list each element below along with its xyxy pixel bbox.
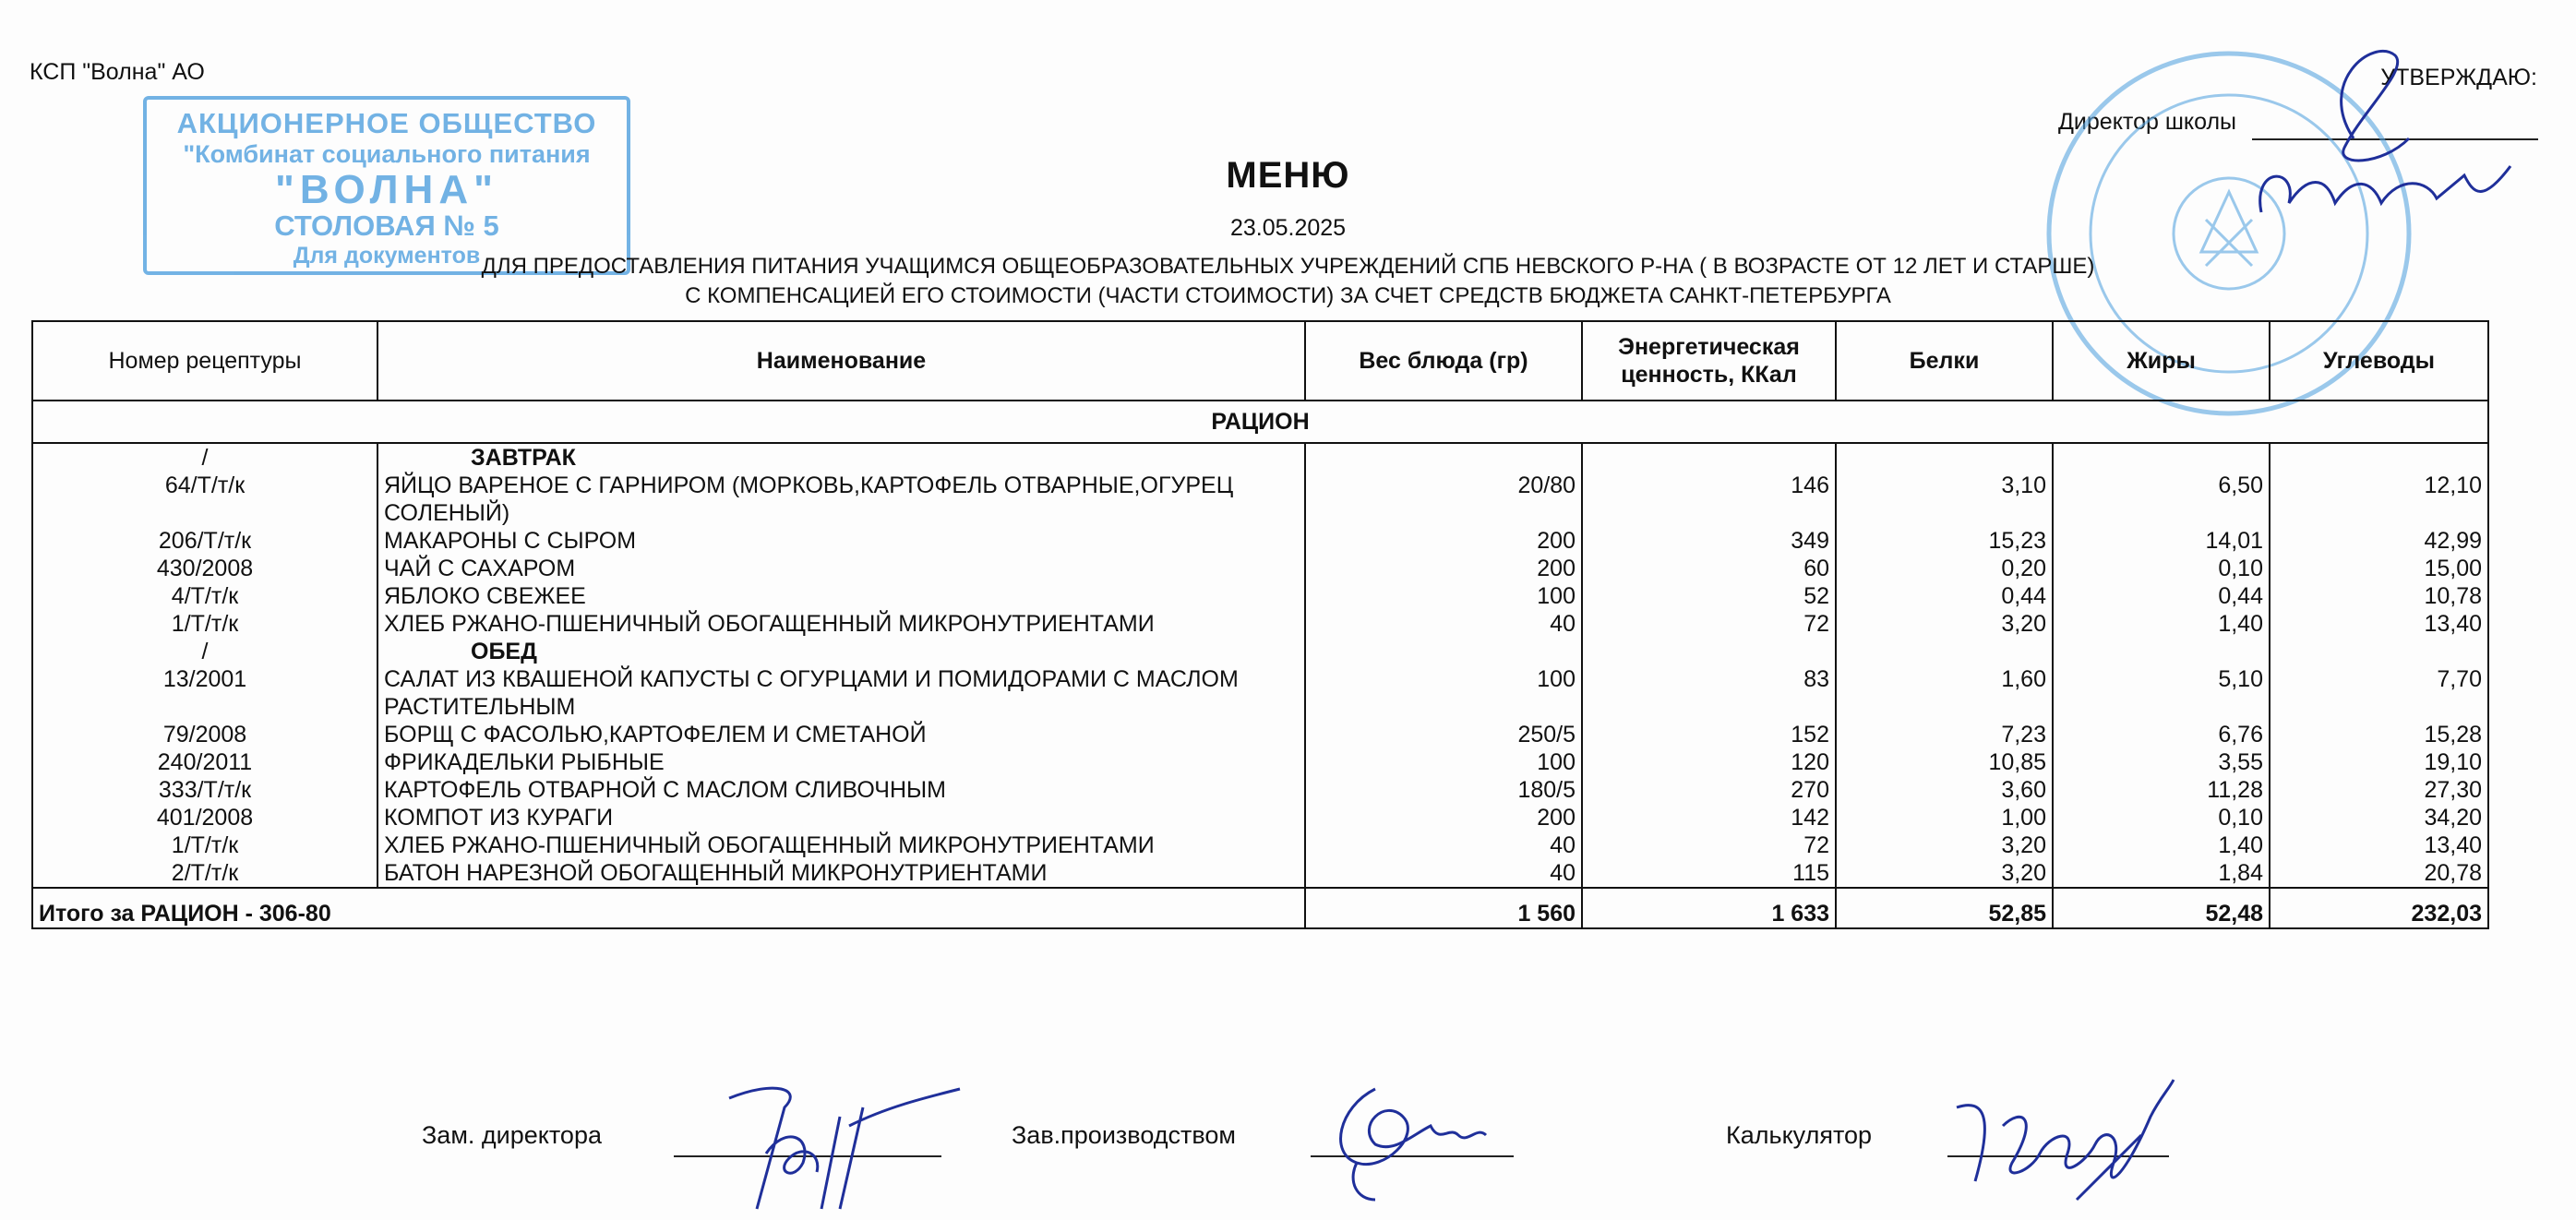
cell-energy: 349 [1582, 527, 1836, 555]
meal-label: ЗАВТРАК [377, 443, 1305, 472]
cell-carbs: 42,99 [2270, 527, 2488, 555]
director-signature [2243, 28, 2529, 231]
table-row [32, 831, 2488, 859]
recipe-number: 240/2011 [32, 748, 377, 776]
cell-carbs: 27,30 [2270, 776, 2488, 804]
table-row [32, 610, 2488, 638]
total-fat: 52,48 [2053, 888, 2270, 928]
cell-energy: 52 [1582, 582, 1836, 610]
recipe-number: 13/2001 [32, 665, 377, 721]
cell-weight: 40 [1305, 610, 1582, 638]
dish-name: БАТОН НАРЕЗНОЙ ОБОГАЩЕННЫЙ МИКРОНУТРИЕНТАМИ [377, 859, 1305, 888]
stamp-line: СТОЛОВАЯ № 5 [274, 209, 499, 242]
total-label: Итого за РАЦИОН - 306-80 [32, 888, 1305, 928]
column-header: Энергетическая ценность, ККал [1582, 321, 1836, 401]
cell-weight: 100 [1305, 665, 1582, 721]
table-row [32, 804, 2488, 831]
table-row [32, 721, 2488, 748]
table-row [32, 472, 2488, 527]
cell-protein: 1,00 [1836, 804, 2053, 831]
cell-fat: 1,40 [2053, 831, 2270, 859]
cell-weight: 20/80 [1305, 472, 1582, 527]
column-header: Наименование [377, 321, 1305, 401]
table-row [32, 859, 2488, 888]
deputy-director-label: Зам. директора [422, 1121, 602, 1149]
cell-carbs [2270, 443, 2488, 472]
calculator-label: Калькулятор [1726, 1121, 1873, 1149]
dish-name: ЯБЛОКО СВЕЖЕЕ [377, 582, 1305, 610]
recipe-number: 2/Т/т/к [32, 859, 377, 888]
cell-protein [1836, 638, 2053, 665]
column-header: Вес блюда (гр) [1305, 321, 1582, 401]
cell-carbs: 34,20 [2270, 804, 2488, 831]
cell-fat: 14,01 [2053, 527, 2270, 555]
menu-date: 23.05.2025 [1229, 215, 1347, 241]
column-header: Углеводы [2270, 321, 2488, 401]
cell-protein: 7,23 [1836, 721, 2053, 748]
section-label: РАЦИОН [32, 401, 2488, 443]
total-weight: 1 560 [1305, 888, 1582, 928]
cell-fat: 6,50 [2053, 472, 2270, 527]
cell-fat [2053, 638, 2270, 665]
recipe-number: 1/Т/т/к [32, 831, 377, 859]
cell-energy: 146 [1582, 472, 1836, 527]
column-header: Номер рецептуры [32, 321, 377, 401]
total-row [32, 888, 2488, 928]
cell-carbs: 12,10 [2270, 472, 2488, 527]
cell-protein: 3,20 [1836, 859, 2053, 888]
cell-fat: 3,55 [2053, 748, 2270, 776]
stamp-line: "Комбинат социального питания [183, 140, 591, 168]
production-head-label: Зав.производством [1012, 1121, 1236, 1149]
cell-energy: 60 [1582, 555, 1836, 582]
cell-fat: 0,44 [2053, 582, 2270, 610]
cell-energy: 72 [1582, 831, 1836, 859]
dish-name: КОМПОТ ИЗ КУРАГИ [377, 804, 1305, 831]
cell-protein [1836, 443, 2053, 472]
recipe-number: 430/2008 [32, 555, 377, 582]
cell-energy: 115 [1582, 859, 1836, 888]
dish-name: МАКАРОНЫ С СЫРОМ [377, 527, 1305, 555]
cell-carbs: 7,70 [2270, 665, 2488, 721]
cell-fat: 5,10 [2053, 665, 2270, 721]
dish-name: ФРИКАДЕЛЬКИ РЫБНЫЕ [377, 748, 1305, 776]
stamp-line: Для документов [293, 243, 481, 269]
director-label: Директор школы [2058, 109, 2237, 135]
cell-protein: 0,20 [1836, 555, 2053, 582]
table-row [32, 582, 2488, 610]
organization-name: КСП "Волна" АО [30, 59, 205, 85]
column-header: Жиры [2053, 321, 2270, 401]
dish-name: САЛАТ ИЗ КВАШЕНОЙ КАПУСТЫ С ОГУРЦАМИ И ПОМИДОРАМИ С МАСЛОМ РАСТИТЕЛЬНЫМ [377, 665, 1305, 721]
cell-carbs: 19,10 [2270, 748, 2488, 776]
recipe-number: 79/2008 [32, 721, 377, 748]
approve-label: УТВЕРЖДАЮ: [2380, 65, 2537, 90]
recipe-number: 333/Т/т/к [32, 776, 377, 804]
cell-weight: 100 [1305, 748, 1582, 776]
cell-protein: 3,20 [1836, 831, 2053, 859]
recipe-number: / [32, 443, 377, 472]
cell-weight [1305, 638, 1582, 665]
cell-fat: 6,76 [2053, 721, 2270, 748]
cell-weight: 40 [1305, 859, 1582, 888]
table-row [32, 748, 2488, 776]
cell-fat: 1,40 [2053, 610, 2270, 638]
meal-label: ОБЕД [377, 638, 1305, 665]
column-header: Белки [1836, 321, 2053, 401]
cell-protein: 3,10 [1836, 472, 2053, 527]
meal-header-row [32, 638, 2488, 665]
cell-energy: 152 [1582, 721, 1836, 748]
cell-carbs [2270, 638, 2488, 665]
cell-protein: 10,85 [1836, 748, 2053, 776]
cell-weight [1305, 443, 1582, 472]
cell-energy: 72 [1582, 610, 1836, 638]
stamp-line: "ВОЛНА" [275, 167, 498, 212]
cell-fat [2053, 443, 2270, 472]
cell-fat: 11,28 [2053, 776, 2270, 804]
dish-name: ЧАЙ С САХАРОМ [377, 555, 1305, 582]
total-energy: 1 633 [1582, 888, 1836, 928]
cell-fat: 0,10 [2053, 804, 2270, 831]
dish-name: КАРТОФЕЛЬ ОТВАРНОЙ С МАСЛОМ СЛИВОЧНЫМ [377, 776, 1305, 804]
table-header-row [32, 321, 2488, 401]
subtitle [0, 252, 2576, 311]
meal-header-row [32, 443, 2488, 472]
recipe-number: 206/Т/т/к [32, 527, 377, 555]
cell-weight: 250/5 [1305, 721, 1582, 748]
cell-energy: 83 [1582, 665, 1836, 721]
dish-name: ХЛЕБ РЖАНО-ПШЕНИЧНЫЙ ОБОГАЩЕННЫЙ МИКРОНУТРИЕНТАМИ [377, 610, 1305, 638]
table-row [32, 555, 2488, 582]
deputy-director-signature [701, 1070, 978, 1218]
dish-name: ХЛЕБ РЖАНО-ПШЕНИЧНЫЙ ОБОГАЩЕННЫЙ МИКРОНУТРИЕНТАМИ [377, 831, 1305, 859]
table-row [32, 527, 2488, 555]
signature-block [0, 1121, 2576, 1177]
cell-weight: 100 [1305, 582, 1582, 610]
recipe-number: 4/Т/т/к [32, 582, 377, 610]
dish-name: БОРЩ С ФАСОЛЬЮ,КАРТОФЕЛЕМ И СМЕТАНОЙ [377, 721, 1305, 748]
cell-energy [1582, 443, 1836, 472]
cell-carbs: 13,40 [2270, 610, 2488, 638]
cell-weight: 180/5 [1305, 776, 1582, 804]
cell-weight: 200 [1305, 804, 1582, 831]
recipe-number: 64/Т/т/к [32, 472, 377, 527]
stamp-line: АКЦИОНЕРНОЕ ОБЩЕСТВО [176, 107, 597, 139]
cell-energy: 120 [1582, 748, 1836, 776]
cell-energy [1582, 638, 1836, 665]
dish-name: ЯЙЦО ВАРЕНОЕ С ГАРНИРОМ (МОРКОВЬ,КАРТОФЕЛЬ ОТВАРНЫЕ,ОГУРЕЦ СОЛЕНЫЙ) [377, 472, 1305, 527]
cell-weight: 40 [1305, 831, 1582, 859]
cell-carbs: 13,40 [2270, 831, 2488, 859]
subtitle-line: С КОМПЕНСАЦИЕЙ ЕГО СТОИМОСТИ (ЧАСТИ СТОИМОСТИ) ЗА СЧЕТ СРЕДСТВ БЮДЖЕТА САНКТ-ПЕТЕРБУРГА [685, 283, 1891, 308]
recipe-number: 401/2008 [32, 804, 377, 831]
cell-protein: 15,23 [1836, 527, 2053, 555]
subtitle-line: ДЛЯ ПРЕДОСТАВЛЕНИЯ ПИТАНИЯ УЧАЩИМСЯ ОБЩЕОБРАЗОВАТЕЛЬНЫХ УЧРЕЖДЕНИЙ СПБ НЕВСКОГО Р-НА ( В ВОЗРАСТЕ ОТ 12 ЛЕТ И СТАРШЕ) [481, 254, 2095, 279]
calculator-signature [1938, 1061, 2178, 1218]
page-title: МЕНЮ [1226, 155, 1350, 196]
recipe-number: 1/Т/т/к [32, 610, 377, 638]
cell-carbs: 10,78 [2270, 582, 2488, 610]
total-carbs: 232,03 [2270, 888, 2488, 928]
cell-carbs: 15,00 [2270, 555, 2488, 582]
cell-weight: 200 [1305, 555, 1582, 582]
table-row [32, 665, 2488, 721]
cell-weight: 200 [1305, 527, 1582, 555]
cell-carbs: 20,78 [2270, 859, 2488, 888]
section-row [32, 401, 2488, 443]
cell-energy: 270 [1582, 776, 1836, 804]
menu-table [31, 320, 2489, 929]
cell-fat: 1,84 [2053, 859, 2270, 888]
table-row [32, 776, 2488, 804]
recipe-number: / [32, 638, 377, 665]
cell-fat: 0,10 [2053, 555, 2270, 582]
cell-energy: 142 [1582, 804, 1836, 831]
production-head-signature [1320, 1070, 1504, 1209]
cell-protein: 1,60 [1836, 665, 2053, 721]
cell-protein: 3,60 [1836, 776, 2053, 804]
cell-carbs: 15,28 [2270, 721, 2488, 748]
total-protein: 52,85 [1836, 888, 2053, 928]
cell-protein: 3,20 [1836, 610, 2053, 638]
cell-protein: 0,44 [1836, 582, 2053, 610]
